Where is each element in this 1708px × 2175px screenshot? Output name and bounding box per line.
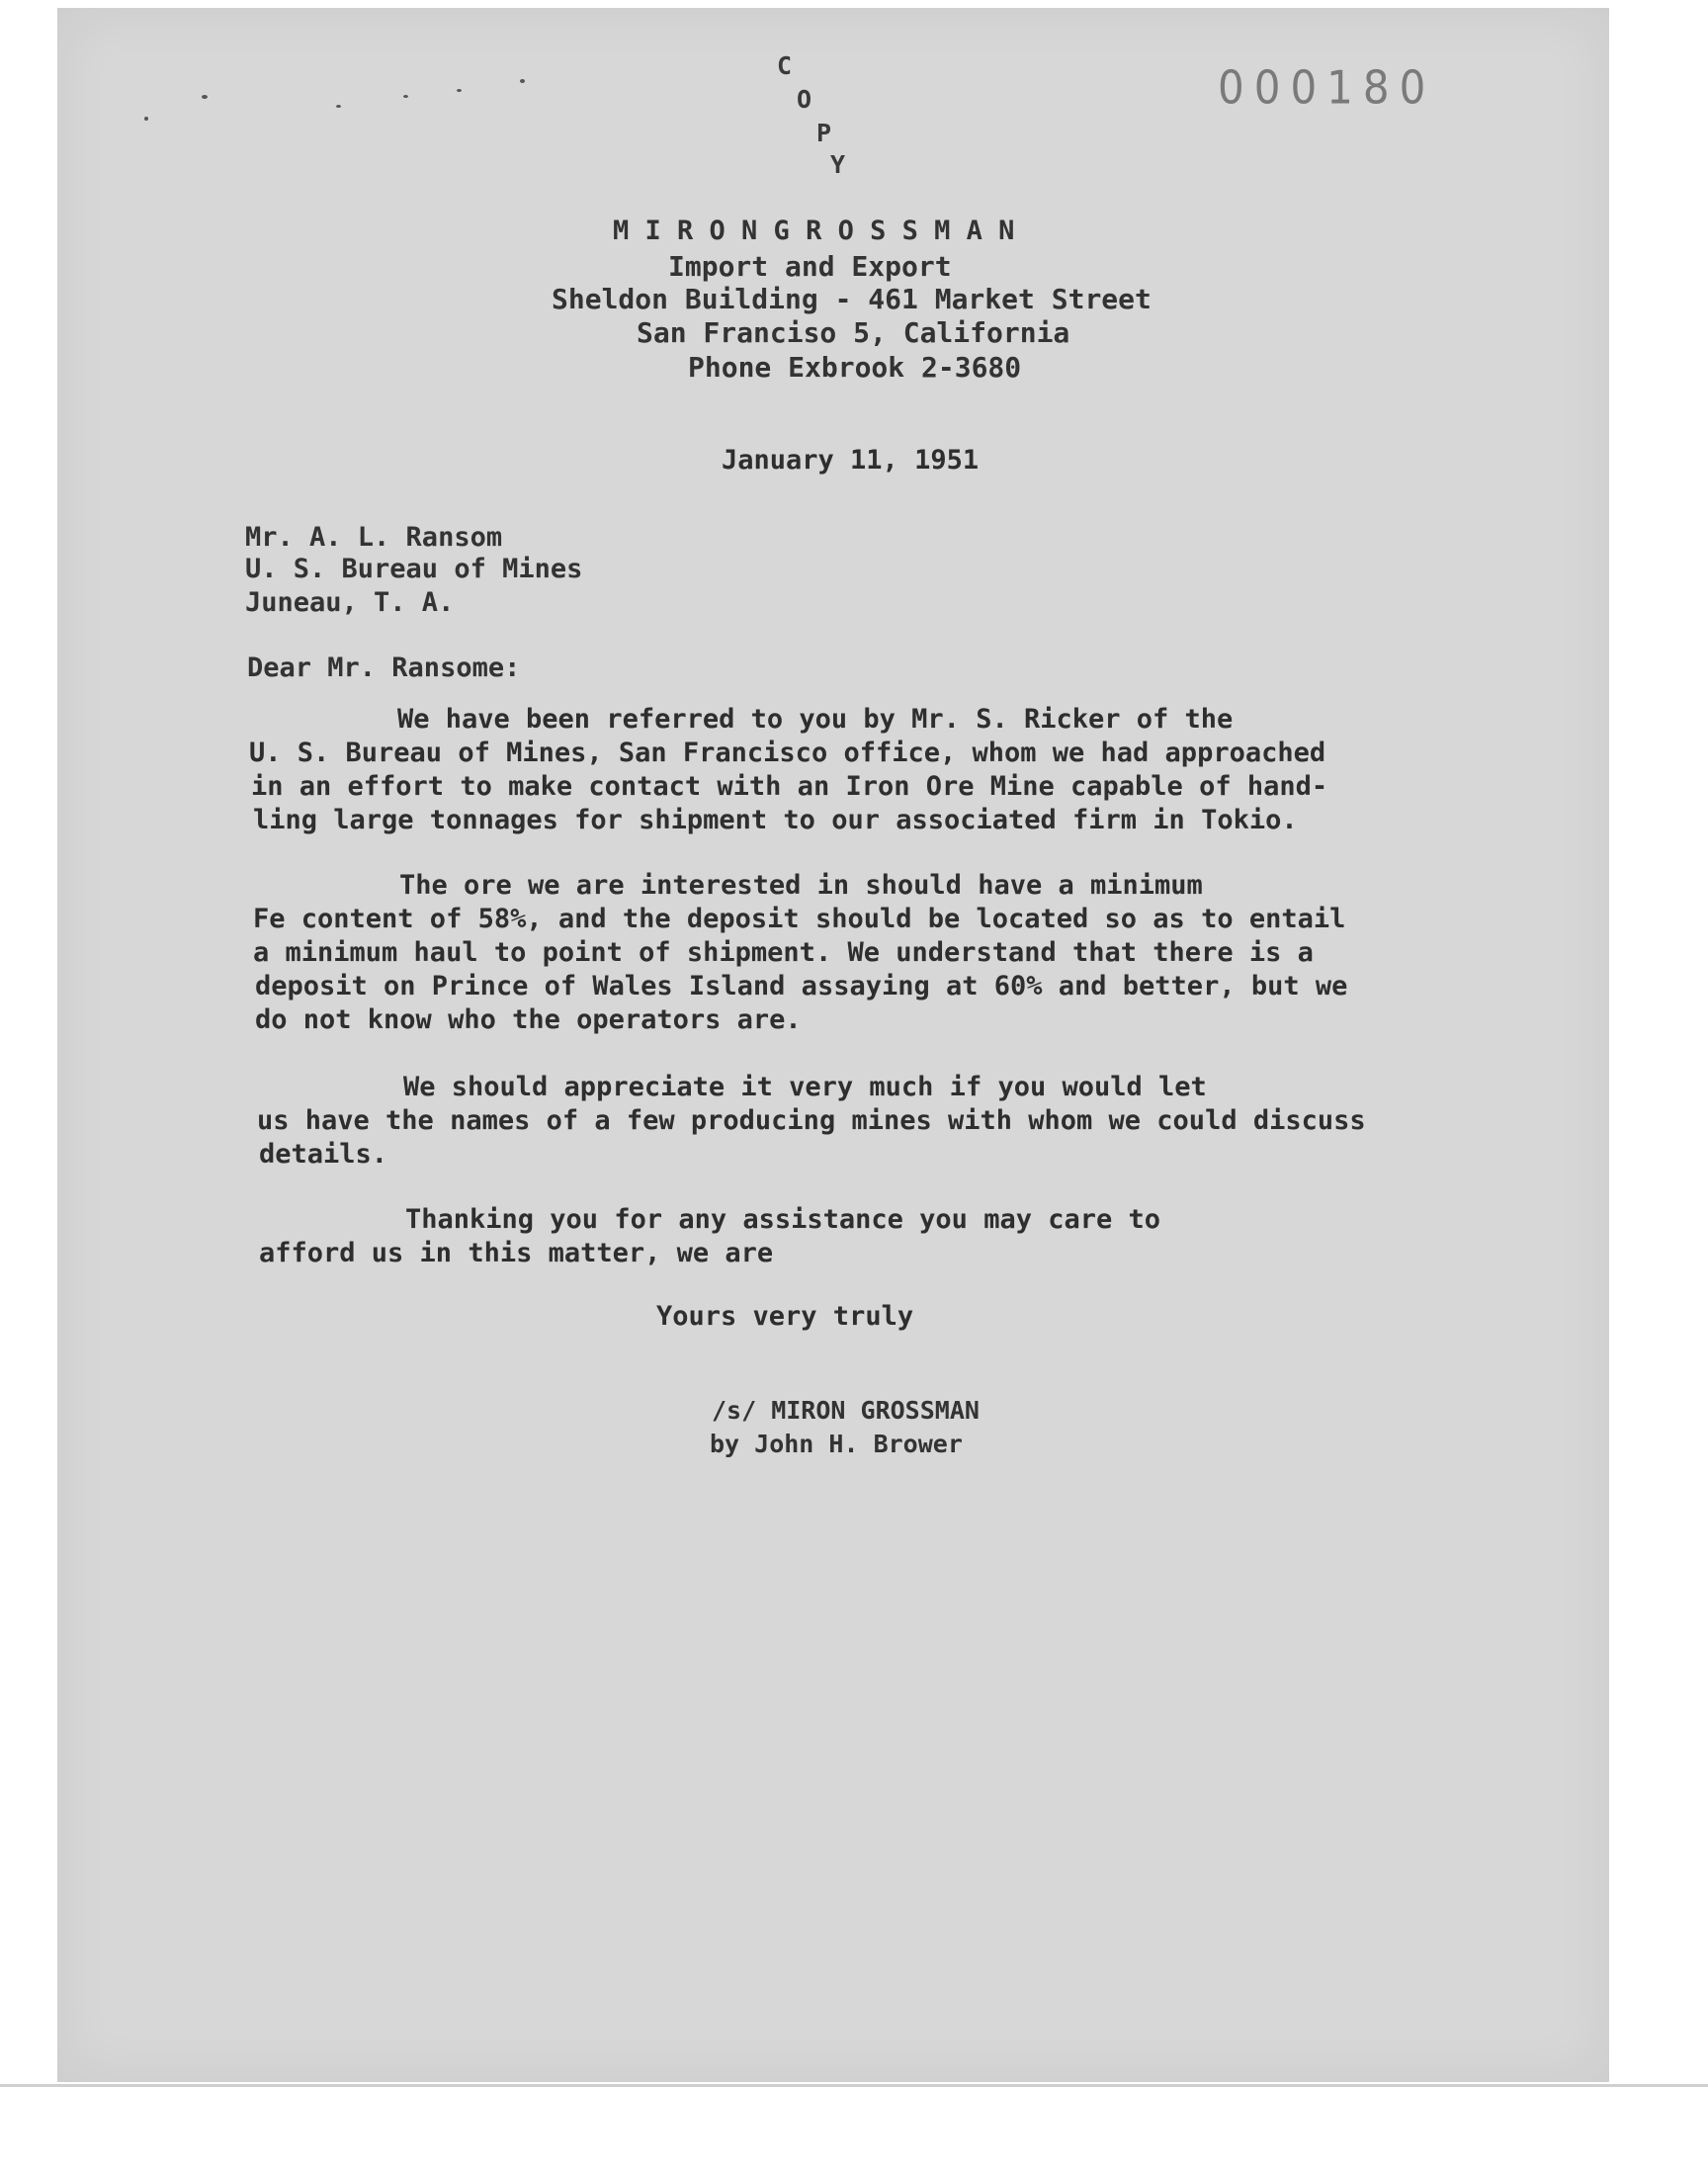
paragraph-line: do not know who the operators are. <box>255 1004 802 1035</box>
copy-letter: O <box>797 85 812 114</box>
letterhead-address: Sheldon Building - 461 Market Street <box>552 283 1152 315</box>
copy-letter: C <box>777 51 793 80</box>
copy-letter: P <box>816 119 832 147</box>
paper-speck <box>144 117 148 121</box>
recipient-location: Juneau, T. A. <box>245 587 455 618</box>
letterhead-phone: Phone Exbrook 2-3680 <box>688 351 1022 384</box>
recipient-office: U. S. Bureau of Mines <box>245 554 583 584</box>
recipient-name: Mr. A. L. Ransom <box>245 522 503 553</box>
paragraph-line: details. <box>259 1139 388 1170</box>
paragraph-line: U. S. Bureau of Mines, San Francisco office, whom we had approached <box>249 738 1326 768</box>
paragraph-line: We have been referred to you by Mr. S. Ricker of the <box>397 704 1234 735</box>
paragraph-line: Fe content of 58%, and the deposit should be located so as to entail <box>253 904 1346 934</box>
letter-date: January 11, 1951 <box>722 445 980 476</box>
salutation: Dear Mr. Ransome: <box>247 652 521 683</box>
paper-speck <box>336 105 341 108</box>
paragraph-line: a minimum haul to point of shipment. We understand that there is a <box>253 937 1314 968</box>
letterhead-name: M I R O N G R O S S M A N <box>613 216 1015 246</box>
letterhead-city: San Franciso 5, California <box>637 316 1070 349</box>
paragraph-line: Thanking you for any assistance you may care to <box>405 1204 1161 1235</box>
signature-by: by John H. Brower <box>710 1430 963 1458</box>
copy-letter: Y <box>830 150 846 179</box>
paragraph-line: ling large tonnages for shipment to our associated firm in Tokio. <box>253 805 1298 835</box>
page-edge-divider <box>0 2084 1708 2087</box>
paragraph-line: We should appreciate it very much if you would let <box>403 1072 1207 1102</box>
paper-speck <box>403 95 408 98</box>
signature-name: /s/ MIRON GROSSMAN <box>712 1396 980 1425</box>
closing: Yours very truly <box>656 1301 914 1332</box>
paragraph-line: afford us in this matter, we are <box>259 1238 774 1268</box>
paragraph-line: in an effort to make contact with an Iron Ore Mine capable of hand- <box>251 771 1328 802</box>
document-number: 000180 <box>1218 60 1436 115</box>
paragraph-line: us have the names of a few producing mines with whom we could discuss <box>257 1105 1366 1136</box>
paragraph-line: The ore we are interested in should have a minimum <box>399 870 1203 901</box>
paper-speck <box>520 79 525 83</box>
paper-speck <box>457 89 462 92</box>
paragraph-line: deposit on Prince of Wales Island assaying at 60% and better, but we <box>255 971 1348 1001</box>
letterhead-business: Import and Export <box>668 250 952 283</box>
paper-speck <box>202 95 208 99</box>
